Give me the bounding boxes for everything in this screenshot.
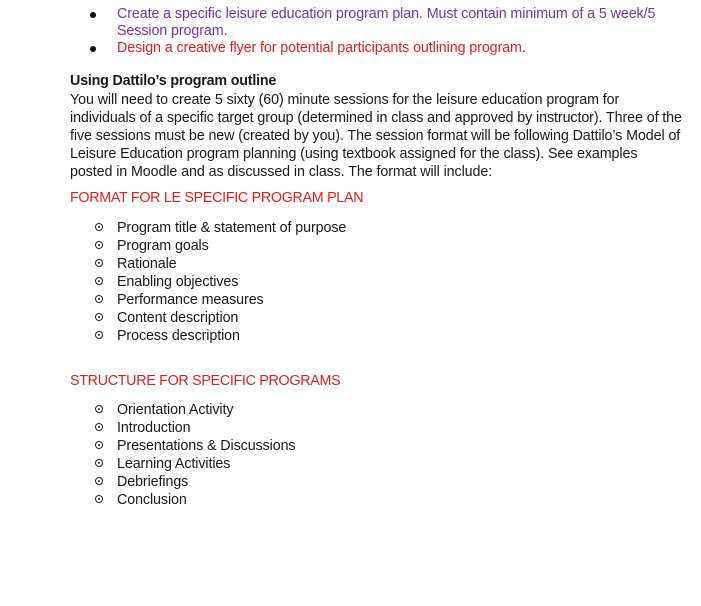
ring-bullet-icon xyxy=(95,477,103,485)
list-item xyxy=(94,291,346,309)
list-item-label: Learning Activities xyxy=(117,456,231,472)
ring-bullet-icon xyxy=(95,423,103,431)
list-item xyxy=(94,473,295,491)
list-item xyxy=(94,273,346,291)
ring-bullet-icon xyxy=(95,277,103,285)
list-item-label: Debriefings xyxy=(117,474,189,490)
bullet-item-program-plan xyxy=(88,6,688,40)
outline-paragraph: You will need to create 5 sixty (60) minute sessions for the leisure education program for individuals of a specific target group (determined in class and approved by instructor). Three of the five sessions must be new (created by you). The session format will be following Dattilo’s Model of Leisure Education program planning (using textbook assigned for the class). See examples posted in Moodle and as discussed in class. The format will include: xyxy=(70,92,682,180)
bullet-suffix: . xyxy=(521,40,526,56)
list-item-label: Conclusion xyxy=(117,492,187,508)
list-item xyxy=(94,237,346,255)
bullet-text: Create a specific leisure education program plan. Must contain minimum of a 5 week/5 Session program. xyxy=(117,6,656,39)
list-item xyxy=(94,419,295,437)
ring-bullet-icon xyxy=(95,259,103,267)
structure-list xyxy=(94,401,295,509)
bullet-text: Design a creative flyer for potential participants outlining program xyxy=(117,40,522,56)
format-list xyxy=(94,219,346,345)
list-item xyxy=(94,455,295,473)
bullet-item-flyer xyxy=(88,40,688,57)
ring-bullet-icon xyxy=(95,459,103,467)
bullet-dot-icon xyxy=(90,12,96,18)
list-item xyxy=(94,437,295,455)
format-section-heading: FORMAT FOR LE SPECIFIC PROGRAM PLAN xyxy=(70,190,364,206)
ring-bullet-icon xyxy=(95,223,103,231)
list-item-label: Performance measures xyxy=(117,292,264,308)
list-item-label: Program goals xyxy=(117,238,209,254)
list-item xyxy=(94,309,346,327)
list-item-label: Introduction xyxy=(117,420,191,436)
ring-bullet-icon xyxy=(95,241,103,249)
assignment-bullet-list xyxy=(88,6,688,57)
ring-bullet-icon xyxy=(95,495,103,503)
outline-heading: Using Dattilo’s program outline xyxy=(70,73,277,89)
list-item xyxy=(94,219,346,237)
list-item-label: Content description xyxy=(117,310,239,326)
ring-bullet-icon xyxy=(95,313,103,321)
list-item xyxy=(94,327,346,345)
list-item xyxy=(94,491,295,509)
ring-bullet-icon xyxy=(95,441,103,449)
list-item-label: Rationale xyxy=(117,256,177,272)
list-item-label: Program title & statement of purpose xyxy=(117,220,347,236)
list-item xyxy=(94,255,346,273)
ring-bullet-icon xyxy=(95,331,103,339)
list-item-label: Process description xyxy=(117,328,240,344)
list-item-label: Enabling objectives xyxy=(117,274,239,290)
list-item-label: Orientation Activity xyxy=(117,402,234,418)
bullet-dot-icon xyxy=(90,46,96,52)
structure-section-heading: STRUCTURE FOR SPECIFIC PROGRAMS xyxy=(70,373,341,389)
ring-bullet-icon xyxy=(95,295,103,303)
list-item-label: Presentations & Discussions xyxy=(117,438,296,454)
list-item xyxy=(94,401,295,419)
ring-bullet-icon xyxy=(95,405,103,413)
